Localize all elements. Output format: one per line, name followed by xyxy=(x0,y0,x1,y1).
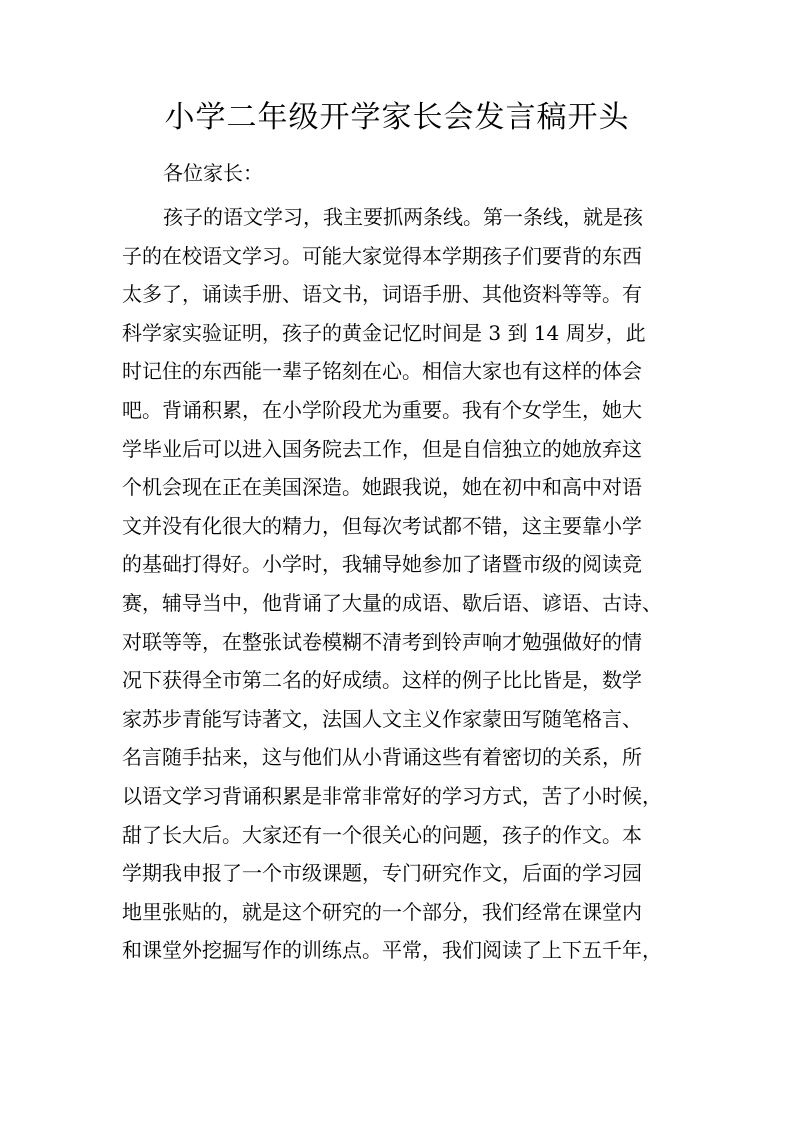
text-line: 名言随手拈来，这与他们从小背诵这些有着密切的关系，所 xyxy=(122,745,642,770)
text-line: 时记住的东西能一辈子铭刻在心。相信大家也有这样的体会 xyxy=(122,359,642,384)
text-line: 文并没有化很大的精力，但每次考试都不错，这主要靠小学 xyxy=(122,513,642,538)
text-line: 以语文学习背诵积累是非常非常好的学习方式，苦了小时候， xyxy=(122,783,662,808)
text-line: 个机会现在正在美国深造。她跟我说，她在初中和高中对语 xyxy=(122,475,642,500)
text-line: 况下获得全市第二名的好成绩。这样的例子比比皆是，数学 xyxy=(122,668,642,693)
text-line: 甜了长大后。大家还有一个很关心的问题，孩子的作文。本 xyxy=(122,822,642,847)
text-line: 科学家实验证明，孩子的黄金记忆时间是 3 到 14 周岁，此 xyxy=(122,320,646,345)
text-line: 子的在校语文学习。可能大家觉得本学期孩子们要背的东西 xyxy=(122,243,642,268)
text-line: 赛，辅导当中，他背诵了大量的成语、歇后语、谚语、古诗、 xyxy=(122,590,662,615)
text-line: 对联等等，在整张试卷模糊不清考到铃声响才勉强做好的情 xyxy=(122,629,642,654)
greeting: 各位家长： xyxy=(163,161,263,185)
text-line: 吧。背诵积累，在小学阶段尤为重要。我有个女学生，她大 xyxy=(122,397,642,422)
text-line: 的基础打得好。小学时，我辅导她参加了诸暨市级的阅读竞 xyxy=(122,552,642,577)
text-line: 学毕业后可以进入国务院去工作，但是自信独立的她放弃这 xyxy=(122,436,642,461)
text-line: 孩子的语文学习，我主要抓两条线。第一条线，就是孩 xyxy=(163,205,643,229)
text-line: 太多了，诵读手册、语文书，词语手册、其他资料等等。有 xyxy=(122,282,642,307)
text-line: 学期我申报了一个市级课题，专门研究作文，后面的学习园 xyxy=(122,861,642,886)
body-paragraph xyxy=(122,198,682,970)
document-title: 小学二年级开学家长会发言稿开头 xyxy=(164,100,630,135)
text-line: 地里张贴的，就是这个研究的一个部分，我们经常在课堂内 xyxy=(122,899,642,924)
text-line: 和课堂外挖掘写作的训练点。平常，我们阅读了上下五千年， xyxy=(122,938,662,963)
text-line: 家苏步青能写诗著文，法国人文主义作家蒙田写随笔格言、 xyxy=(122,706,642,731)
